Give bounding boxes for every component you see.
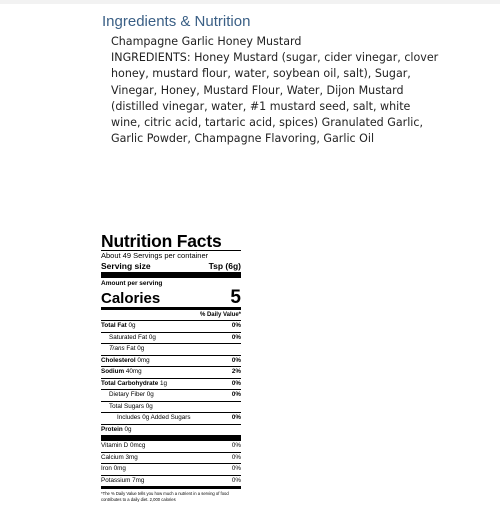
amount-per-serving: Amount per serving — [101, 280, 163, 287]
nutrient-label: Cholesterol — [101, 356, 136, 364]
section-title: Ingredients & Nutrition — [102, 13, 251, 30]
serving-size-value: Tsp (6g) — [208, 261, 241, 271]
nutrient-amount: 0mg — [137, 356, 150, 364]
nutrient-amount: 0g — [124, 425, 132, 433]
vitamin-row-potassium — [101, 475, 241, 487]
vitamin-pct: 0% — [231, 465, 241, 472]
nutrient-label: Total Sugars — [109, 402, 145, 410]
vitamin-label: Potassium — [101, 476, 131, 484]
nutrition-facts-title: Nutrition Facts — [101, 231, 222, 251]
nutrient-label: Sodium — [101, 368, 125, 375]
nutrient-amount: 40mg — [125, 368, 142, 375]
nutrient-pct: 0% — [231, 322, 241, 329]
nutrient-pct: 2% — [231, 368, 241, 375]
serving-size-row — [101, 261, 241, 272]
nutrient-label-rest: Fat 0g — [126, 345, 145, 352]
vitamin-amount: 7mg — [132, 476, 145, 484]
nutrient-label: Total Carbohydrate — [101, 379, 159, 387]
nutrient-row-sodium — [101, 366, 241, 378]
vitamin-amount: 3mg — [125, 453, 138, 461]
nutrient-row-total-fat — [101, 320, 241, 332]
vitamin-label: Iron — [101, 465, 112, 472]
product-name: Champagne Garlic Honey Mustard — [111, 35, 302, 48]
serving-size-label: Serving size — [101, 261, 151, 271]
calories-label: Calories — [101, 290, 161, 307]
nutrient-label: Saturated Fat — [109, 333, 148, 341]
vitamin-row-calcium — [101, 452, 241, 464]
nutrient-row-trans-fat — [101, 343, 241, 355]
vitamin-pct: 0% — [231, 476, 241, 484]
nutrition-facts-label — [101, 232, 241, 503]
nutrient-pct: 0% — [231, 333, 241, 341]
calories-row — [101, 288, 241, 307]
top-bar — [0, 0, 500, 4]
nutrient-pct: 0% — [231, 356, 241, 364]
vitamin-row-vitamin-d — [101, 441, 241, 452]
daily-value-footnote: *The % Daily Value tells you how much a nutrient in a serving of food contributes to a daily diet. 2,000 calories — [101, 491, 229, 502]
divider-thick — [101, 272, 241, 278]
nutrient-amount: 0g — [145, 402, 153, 410]
nutrient-amount: 1g — [160, 379, 168, 387]
calories-value: 5 — [230, 287, 241, 308]
ingredients-block — [111, 34, 441, 147]
nutrient-pct: 0% — [231, 414, 241, 421]
vitamin-label: Calcium — [101, 453, 124, 461]
nutrient-amount: 0g — [148, 333, 156, 341]
divider-medium — [101, 486, 241, 489]
nutrient-amount: 0g — [146, 391, 154, 398]
ingredients-text: INGREDIENTS: Honey Mustard (sugar, cider vinegar, clover honey, mustard flour, water, soybean oil, salt), Sugar, Vinegar, Honey, Mustard Flour, Water, Dijon Mustard (distilled vinegar, water, #1 mustard seed, salt, white wine, citric acid, tartaric acid, spices) Granulated Garlic, Garlic Powder, Champagne Flavoring, Garlic Oil — [111, 51, 439, 146]
nutrient-label: Protein — [101, 425, 123, 433]
nutrient-row-total-sugars — [101, 401, 241, 413]
nutrient-row-protein — [101, 424, 241, 436]
nutrient-row-added-sugars — [101, 412, 241, 424]
daily-value-header: % Daily Value* — [199, 312, 241, 318]
vitamin-pct: 0% — [231, 442, 241, 449]
nutrient-amount: 0g — [128, 322, 136, 329]
nutrient-row-total-carbohydrate — [101, 378, 241, 390]
vitamin-pct: 0% — [231, 453, 241, 461]
nutrient-pct: 0% — [231, 379, 241, 387]
vitamin-amount: 0mg — [113, 465, 126, 472]
nutrient-pct: 0% — [231, 391, 241, 398]
servings-per-container: About 49 Servings per container — [101, 251, 209, 260]
vitamin-label: Vitamin D — [101, 442, 129, 449]
nutrient-label: Includes 0g Added Sugars — [117, 414, 191, 421]
nutrient-row-dietary-fiber — [101, 389, 241, 401]
vitamin-row-iron — [101, 463, 241, 475]
nutrient-label: Trans — [109, 345, 125, 352]
nutrient-label: Dietary Fiber — [109, 391, 146, 398]
vitamin-amount: 0mcg — [129, 442, 146, 449]
nutrient-row-cholesterol — [101, 355, 241, 367]
nutrient-row-saturated-fat — [101, 332, 241, 344]
nutrient-label: Total Fat — [101, 322, 127, 329]
